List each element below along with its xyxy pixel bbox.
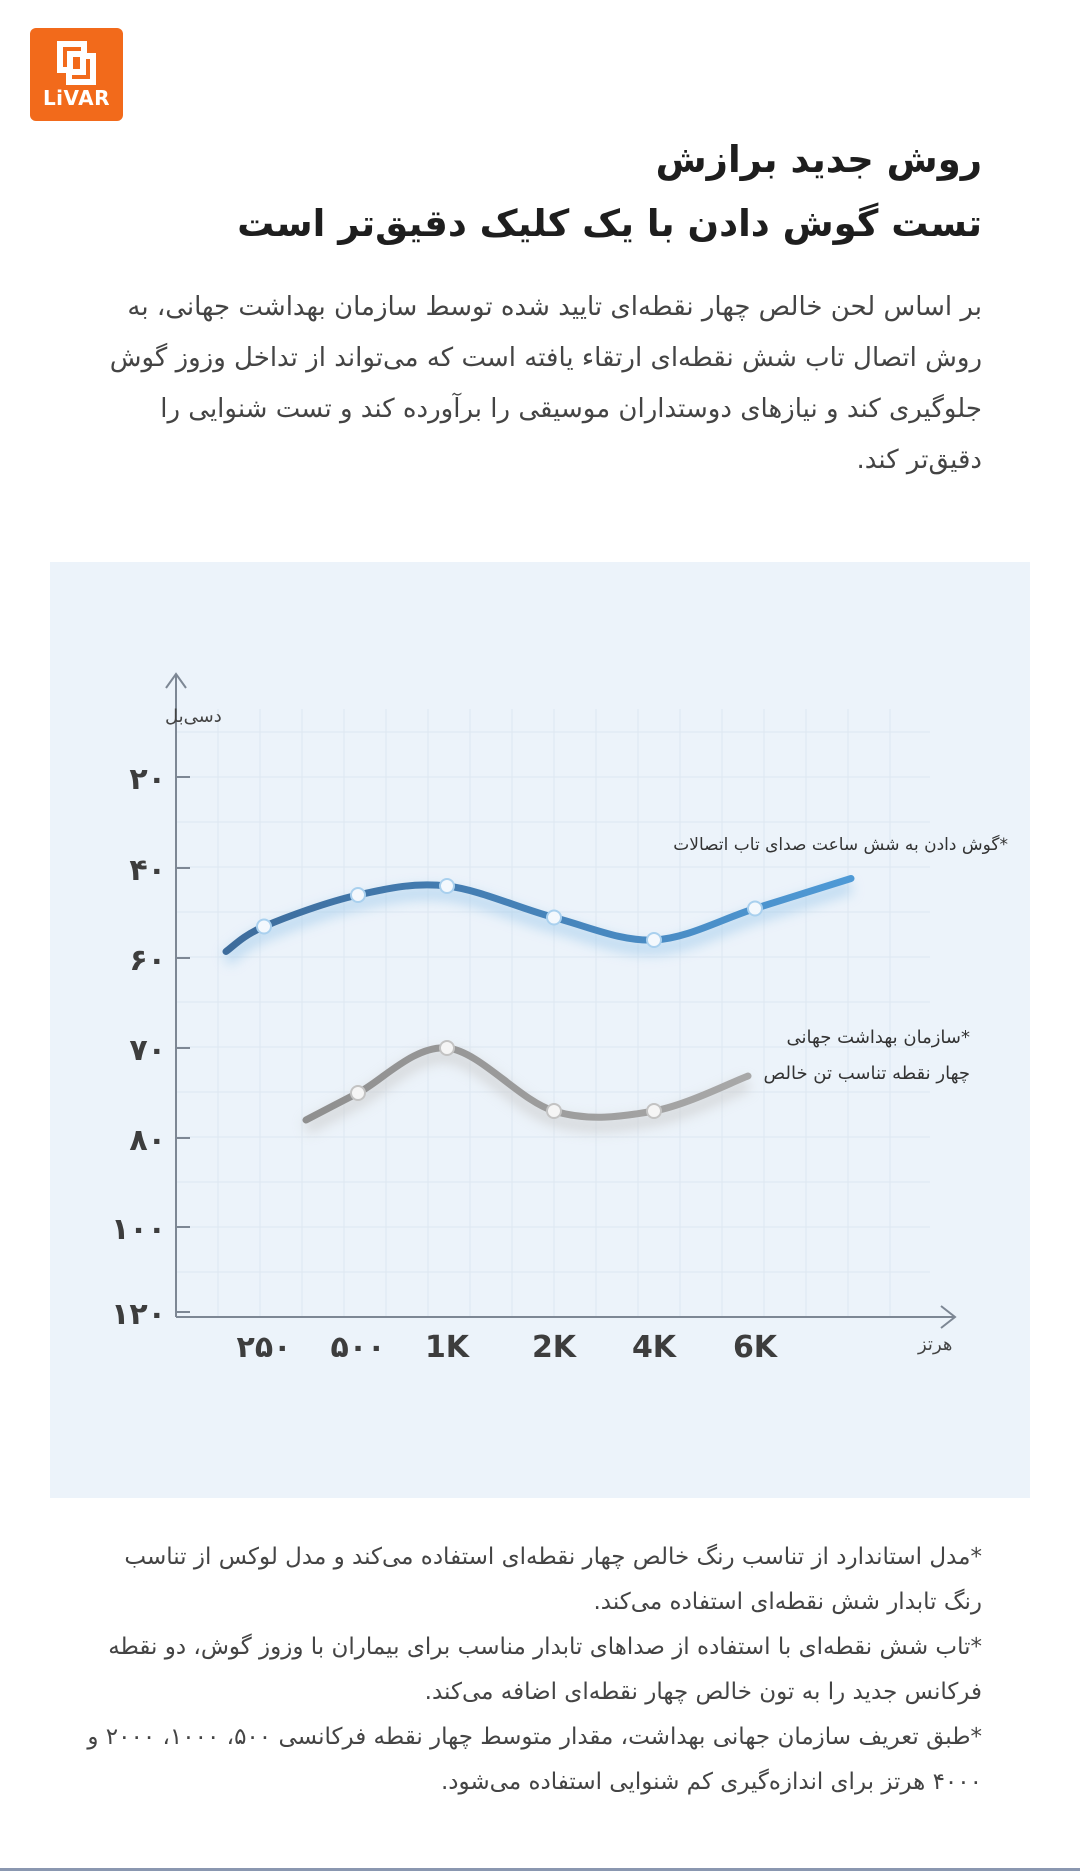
data-point xyxy=(547,911,561,925)
x-tick-label: 2K xyxy=(531,1330,577,1365)
intro-paragraph: بر اساس لحن خالص چهار نقطه‌ای تایید شده توسط سازمان بهداشت جهانی، به روش اتصال تاب شش نقطه‌ای ارتقاء یافته است که می‌تواند از تداخل وزوز گوش جلوگیری کند و نیازهای دوستداران موسیقی را برآورده کند و تست شنوایی را دقیق‌تر کند. xyxy=(109,292,982,475)
data-point xyxy=(547,1104,561,1118)
logo-text: LiVAR xyxy=(42,86,111,110)
series-label-blue: *گوش دادن به شش ساعت صدای تاب اتصالات xyxy=(673,835,1008,855)
x-axis-label: هرتز xyxy=(918,1334,953,1355)
y-tick-label: ۲۰ xyxy=(129,762,166,797)
logo-mark-icon xyxy=(54,40,99,86)
data-point xyxy=(351,1086,365,1100)
data-point xyxy=(647,1104,661,1118)
x-tick-label: ۵۰۰ xyxy=(330,1330,386,1365)
data-point xyxy=(440,1041,454,1055)
y-tick-label: ۷۰ xyxy=(129,1033,166,1068)
series-label-gray-line1: *سازمان بهداشت جهانی xyxy=(786,1027,970,1048)
y-tick-label: ۱۲۰ xyxy=(111,1297,166,1332)
x-tick-label: 1K xyxy=(424,1330,470,1365)
series-label-gray-line2: چهار نقطه تناسب تن خالص xyxy=(763,1063,970,1084)
footnotes xyxy=(82,1535,982,1805)
data-point xyxy=(748,902,762,916)
title-line-2: تست گوش دادن با یک کلیک دقیق‌تر است xyxy=(237,202,982,245)
series-glow xyxy=(226,887,851,960)
y-tick-label: ۶۰ xyxy=(129,943,166,978)
data-point xyxy=(647,933,661,947)
footnote: *تاب شش نقطه‌ای با استفاده از صداهای تابدار مناسب برای بیماران با وزوز گوش، دو نقطه فرکانس جدید را به تون خالص چهار نقطه‌ای اضافه می‌کند. xyxy=(108,1634,982,1705)
x-tick-label: 6K xyxy=(732,1330,778,1365)
y-tick-label: ۴۰ xyxy=(129,853,166,888)
data-point xyxy=(351,888,365,902)
brand-logo[interactable] xyxy=(30,28,123,121)
footnote: *مدل استاندارد از تناسب رنگ خالص چهار نقطه‌ای استفاده می‌کند و مدل لوکس از تناسب رنگ تابدار شش نقطه‌ای استفاده می‌کند. xyxy=(124,1544,982,1615)
chart-panel xyxy=(50,562,1030,1498)
data-point xyxy=(440,879,454,893)
x-tick-label: 4K xyxy=(631,1330,677,1365)
footnote: *طبق تعریف سازمان جهانی بهداشت، مقدار متوسط چهار نقطه فرکانسی ۵۰۰، ۱۰۰۰، ۲۰۰۰ و ۴۰۰۰ هرتز برای اندازه‌گیری کم شنوایی استفاده می‌شود. xyxy=(87,1724,982,1795)
page-title xyxy=(82,128,982,256)
x-tick-label: ۲۵۰ xyxy=(236,1330,292,1365)
hearing-chart xyxy=(50,562,1030,1498)
y-axis-label: دسی‌بل xyxy=(165,706,222,727)
y-tick-label: ۱۰۰ xyxy=(111,1212,166,1247)
y-tick-label: ۸۰ xyxy=(129,1123,166,1158)
data-point xyxy=(257,920,271,934)
title-line-1: روش جدید برازش xyxy=(655,138,982,181)
